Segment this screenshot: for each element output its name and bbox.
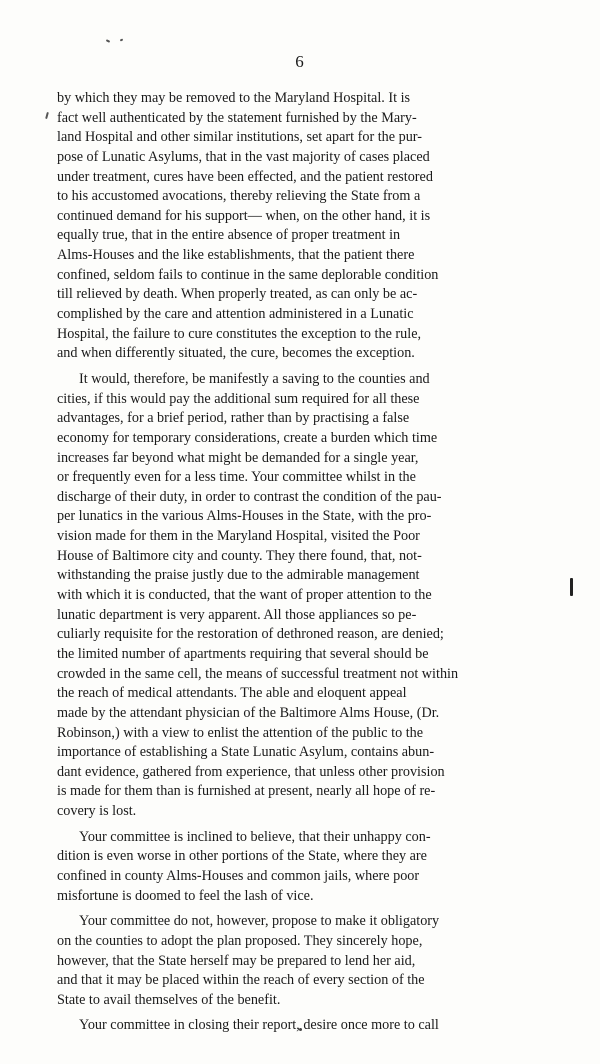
text-line: and when differently situated, the cure, becomes the exception. bbox=[57, 345, 415, 362]
text-line: the limited number of apartments requiring that several should be bbox=[57, 645, 429, 662]
ink-speck bbox=[106, 39, 110, 43]
text-line: vision made for them in the Maryland Hospital, visited the Poor bbox=[57, 528, 420, 545]
text-line: confined, seldom fails to continue in the same deplorable condition bbox=[57, 266, 439, 283]
text-line: land Hospital and other similar institutions, set apart for the pur- bbox=[57, 129, 422, 146]
text-line: under treatment, cures have been effected, and the patient restored bbox=[57, 168, 433, 185]
text-line: made by the attendant physician of the Baltimore Alms House, (Dr. bbox=[57, 704, 440, 721]
text-line: equally true, that in the entire absence of proper treatment in bbox=[57, 227, 401, 244]
text-line: Robinson,) with a view to enlist the attention of the public to the bbox=[57, 724, 424, 741]
text-line: Hospital, the failure to cure constitutes the exception to the rule, bbox=[57, 325, 422, 342]
margin-mark bbox=[570, 578, 573, 596]
text-line: however, that the State herself may be prepared to lend her aid, bbox=[57, 952, 416, 969]
text-line: per lunatics in the various Alms-Houses in the State, with the pro- bbox=[57, 508, 432, 525]
text-line: confined in county Alms-Houses and common jails, where poor bbox=[57, 867, 420, 884]
text-line: withstanding the praise justly due to the admirable management bbox=[57, 567, 420, 584]
text-line: with which it is conducted, that the want of proper attention to the bbox=[57, 587, 432, 604]
body-text bbox=[57, 89, 555, 1036]
text-line: to his accustomed avocations, thereby relieving the State from a bbox=[57, 188, 421, 205]
text-line: importance of establishing a State Lunatic Asylum, contains abun- bbox=[57, 744, 435, 761]
text-line: advantages, for a brief period, rather than by practising a false bbox=[57, 410, 410, 427]
ink-speck bbox=[45, 112, 49, 119]
text-line: continued demand for his support— when, on the other hand, it is bbox=[57, 207, 431, 224]
paragraph bbox=[57, 370, 555, 822]
paragraph bbox=[57, 912, 555, 1010]
text-line: dition is even worse in other portions of the State, where they are bbox=[57, 848, 427, 865]
text-line: complished by the care and attention administered in a Lunatic bbox=[57, 306, 414, 323]
ink-speck bbox=[120, 39, 124, 42]
text-line: fact well authenticated by the statement furnished by the Mary- bbox=[57, 109, 417, 126]
text-line: State to avail themselves of the benefit. bbox=[57, 991, 281, 1008]
text-line: It would, therefore, be manifestly a saving to the counties and bbox=[79, 370, 430, 387]
paragraph bbox=[57, 89, 555, 364]
paragraph bbox=[57, 1016, 555, 1036]
text-line: till relieved by death. When properly treated, as can only be ac- bbox=[57, 286, 418, 303]
text-line: culiarly requisite for the restoration of dethroned reason, are denied; bbox=[57, 626, 444, 643]
text-line: lunatic department is very apparent. All those appliances so pe- bbox=[57, 606, 417, 623]
text-line: by which they may be removed to the Maryland Hospital. It is bbox=[57, 90, 411, 106]
text-line: or frequently even for a less time. Your committee whilst in the bbox=[57, 469, 416, 486]
text-line: is made for them than is furnished at present, nearly all hope of re- bbox=[57, 783, 436, 800]
text-line: House of Baltimore city and county. They there found, that, not- bbox=[57, 547, 422, 564]
text-line: dant evidence, gathered from experience, that unless other provision bbox=[57, 763, 445, 780]
text-line: pose of Lunatic Asylums, that in the vast majority of cases placed bbox=[57, 148, 430, 165]
text-line: increases far beyond what might be demanded for a single year, bbox=[57, 449, 419, 466]
text-line: cities, if this would pay the additional sum required for all these bbox=[57, 390, 420, 407]
text-line: Your committee do not, however, propose to make it obligatory bbox=[79, 913, 440, 930]
text-line: discharge of their duty, in order to contrast the condition of the pau- bbox=[57, 488, 442, 505]
page-number: 6 bbox=[295, 52, 305, 71]
text-line: covery is lost. bbox=[57, 803, 137, 820]
text-line: economy for temporary considerations, create a burden which time bbox=[57, 429, 438, 446]
text-line: misfortune is doomed to feel the lash of vice. bbox=[57, 887, 314, 904]
paragraph bbox=[57, 828, 555, 907]
text-line: Alms-Houses and the like establishments, that the patient there bbox=[57, 247, 415, 264]
text-line: on the counties to adopt the plan proposed. They sincerely hope, bbox=[57, 932, 423, 949]
text-line: Your committee in closing their report, desire once more to call bbox=[79, 1017, 439, 1034]
text-line: and that it may be placed within the reach of every section of the bbox=[57, 972, 425, 989]
text-line: the reach of medical attendants. The able and eloquent appeal bbox=[57, 685, 407, 702]
text-line: crowded in the same cell, the means of successful treatment not within bbox=[57, 665, 459, 682]
text-line: Your committee is inclined to believe, that their unhappy con- bbox=[79, 828, 431, 845]
